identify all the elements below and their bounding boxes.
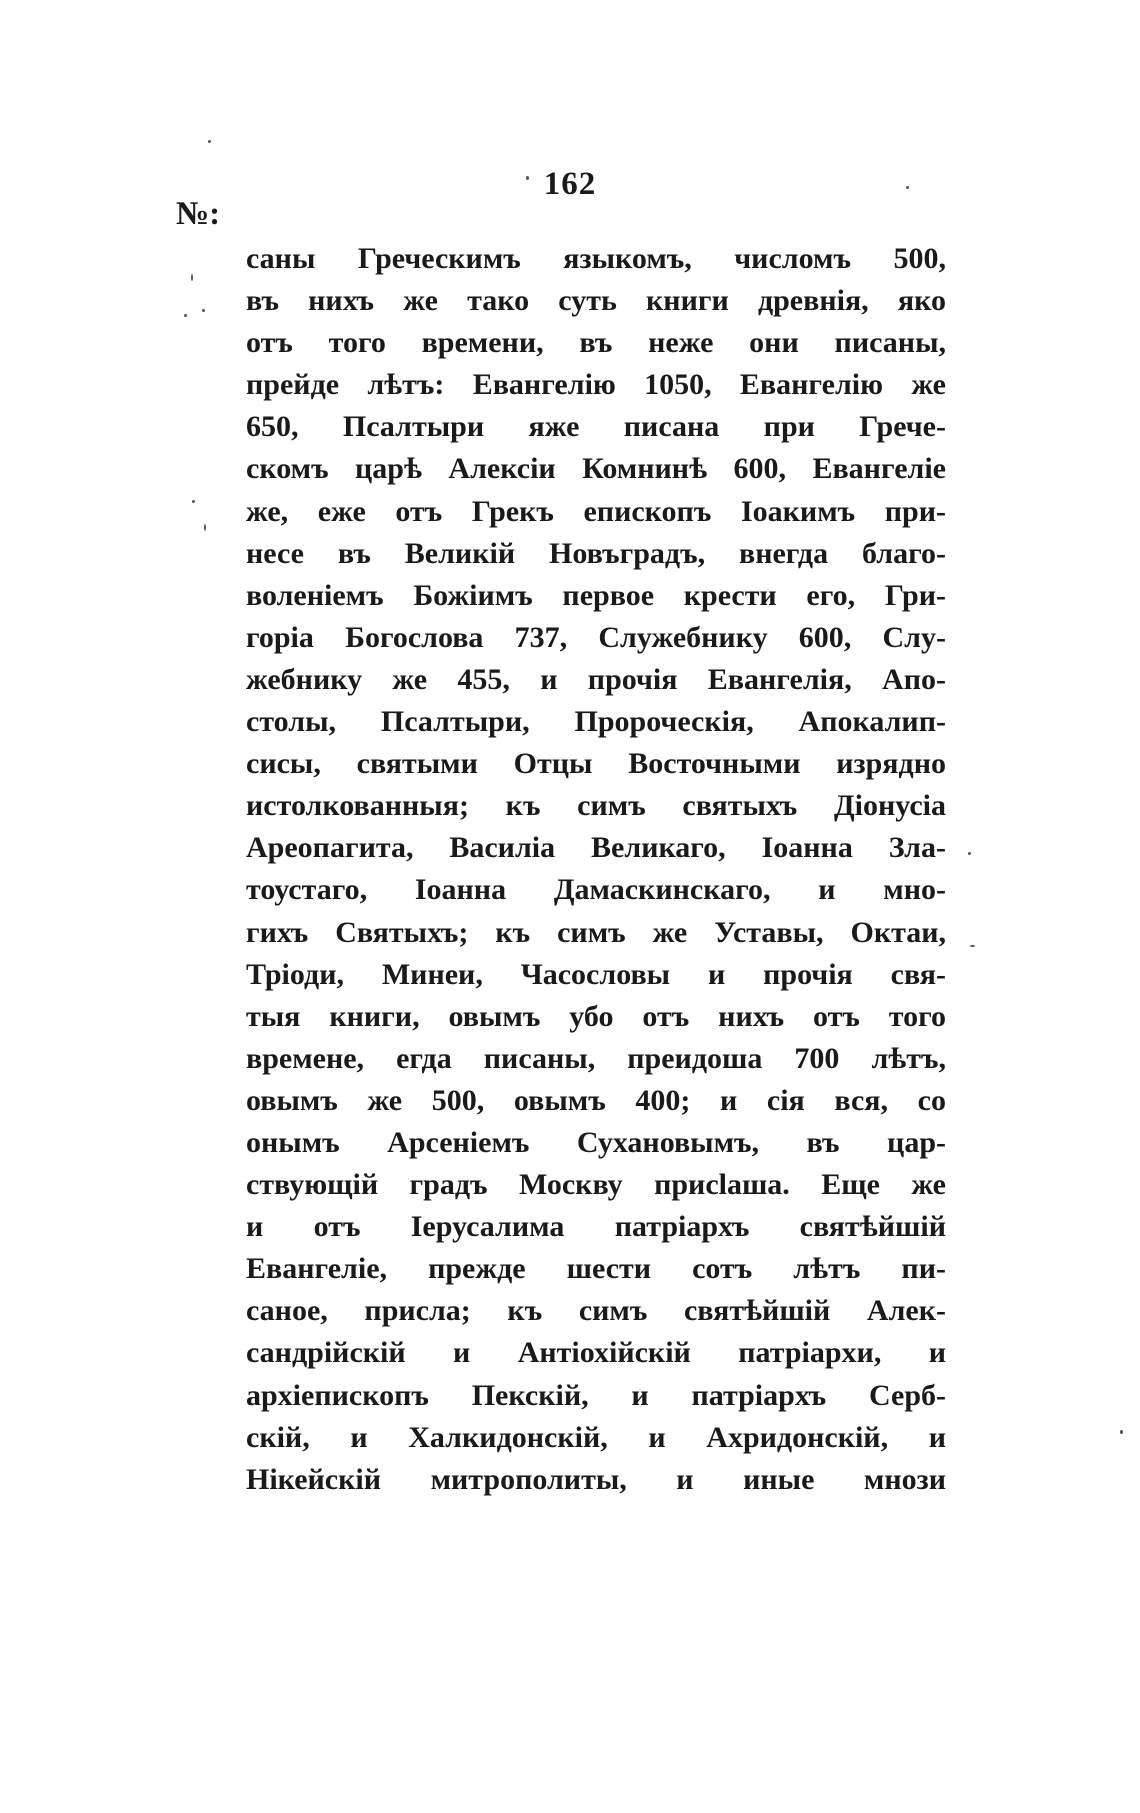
text-line: несе въ Великій Новъградъ, внегда благо-: [246, 536, 946, 570]
text-line: и отъ Іерусалима патріархъ святѣйшій: [246, 1210, 946, 1244]
scan-speck: [906, 186, 909, 189]
text-line: горіа Богослова 737, Служебнику 600, Слу-: [246, 620, 946, 654]
text-line: гихъ Святыхъ; къ симъ же Уставы, Октаи,: [246, 915, 946, 949]
text-line: Тріоди, Минеи, Часословы и прочія свя-: [246, 957, 946, 991]
scan-speck: [184, 314, 187, 317]
text-line: Нікейскій митрополиты, и иные мнози: [246, 1462, 946, 1496]
scan-speck: [208, 140, 211, 143]
text-line: отъ того времени, въ неже они писаны,: [246, 326, 946, 360]
scan-speck: [204, 524, 206, 531]
text-line: жебнику же 455, и прочія Евангелія, Апо-: [246, 662, 946, 696]
text-line: тоустаго, Іоанна Дамаскинскаго, и мно-: [246, 873, 946, 907]
text-line: саны Греческимъ языкомъ, числомъ 500,: [246, 242, 946, 275]
text-line: 650, Псалтыри яже писана при Грече-: [246, 410, 946, 444]
scan-speck: [192, 500, 195, 503]
text-line: архіепископъ Пекскій, и патріархъ Серб-: [246, 1378, 946, 1412]
text-line: истолкованныя; къ симъ святыхъ Діонусіа: [246, 789, 946, 823]
text-line: воленіемъ Божіимъ первое крести его, Гри-: [246, 578, 946, 612]
text-line: Ареопагита, Василіа Великаго, Іоанна Зла-: [246, 831, 946, 865]
text-line: сандрійскій и Антіохійскій патріархи, и: [246, 1336, 946, 1370]
text-line: онымъ Арсеніемъ Сухановымъ, въ цар-: [246, 1125, 946, 1159]
scan-speck: [202, 309, 205, 312]
text-line: столы, Псалтыри, Пророческія, Апокалип-: [246, 705, 946, 739]
text-line: въ нихъ же тако суть книги древнія, яко: [246, 284, 946, 318]
text-line: же, еже отъ Грекъ епископъ Іоакимъ при-: [246, 494, 946, 528]
body-text: [246, 238, 946, 1501]
text-line: овымъ же 500, овымъ 400; и сія вся, со: [246, 1083, 946, 1117]
scan-speck: [970, 945, 975, 947]
scan-speck: [191, 274, 193, 281]
scan-speck: [968, 852, 971, 855]
text-line: саное, присла; къ симъ святѣйшій Алек-: [246, 1294, 946, 1328]
scan-speck: [1120, 1430, 1123, 1434]
text-line: тыя книги, овымъ убо отъ нихъ отъ того: [246, 999, 946, 1033]
section-mark: №:: [176, 196, 221, 232]
text-line: скомъ царѣ Алексіи Комнинѣ 600, Евангеліе: [246, 452, 946, 486]
text-line: сисы, святыми Отцы Восточными изрядно: [246, 747, 946, 781]
text-line: Евангеліе, прежде шести сотъ лѣтъ пи-: [246, 1252, 946, 1286]
text-line: прейде лѣтъ: Евангелію 1050, Евангелію же: [246, 368, 946, 402]
text-line: ствующій градъ Москву присlаша. Еще же: [246, 1168, 946, 1202]
text-line: скій, и Халкидонскій, и Ахридонскій, и: [246, 1420, 946, 1454]
scan-speck: [526, 176, 529, 180]
text-line: времене, егда писаны, преидоша 700 лѣтъ,: [246, 1041, 946, 1075]
page-number: 162: [543, 166, 597, 202]
